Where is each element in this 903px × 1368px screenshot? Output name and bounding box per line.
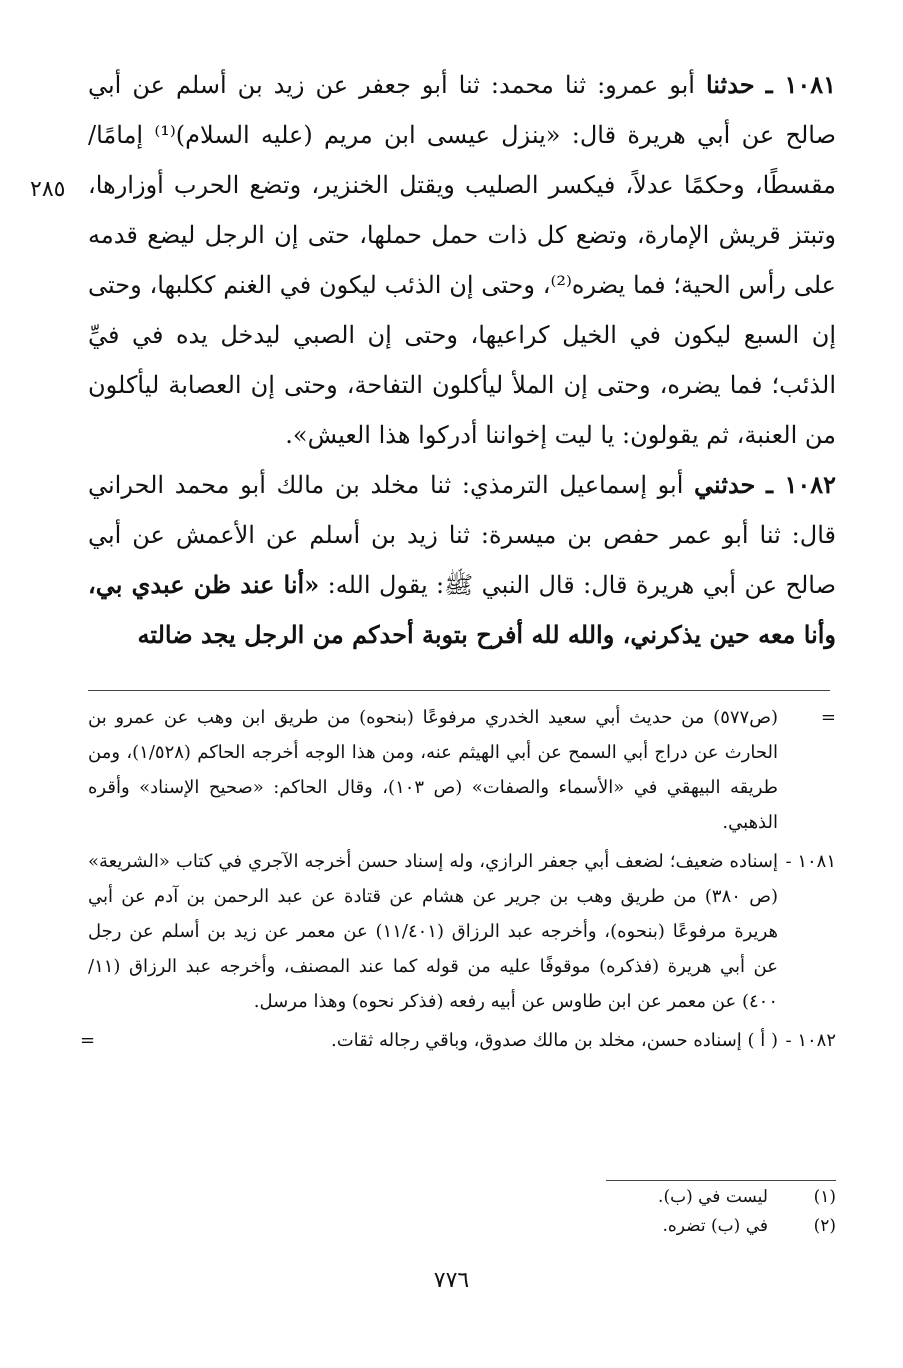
note-ref: =: [820, 707, 836, 728]
note-ref: ١٠٨١ -: [785, 851, 836, 872]
continuation-mark: =: [80, 1030, 96, 1051]
hadith-quote: «أنا عند ظن عبدي بي، وأنا معه حين يذكرني، والله لله أفرح بتوبة أحدكم من الرجل يجد ضالته: [88, 570, 836, 649]
footnote-text: في (ب) تضره.: [662, 1216, 768, 1236]
commentary-note: [88, 844, 836, 1019]
notes-divider: [88, 690, 830, 691]
hadith-text: أبو إسماعيل الترمذي: ثنا مخلد بن مالك أبو محمد الحراني قال: ثنا أبو عمر حفص بن ميسرة: ثنا زيد بن أسلم عن الأعمش عن أبي صالح عن أبي هريرة قال: قال النبي ﷺ: يقول الله:: [88, 471, 836, 599]
commentary-note: [88, 700, 836, 840]
main-text: [88, 60, 836, 660]
hadith-1081: [88, 60, 836, 460]
note-text: ( أ ) إسناده حسن، مخلد بن مالك صدوق، وباقي رجاله ثقات.: [331, 1030, 778, 1051]
manuscript-folio-number: ٢٨٥: [30, 177, 66, 202]
page-number: ٧٧٦: [433, 1268, 470, 1293]
hadith-text: أبو عمرو: ثنا محمد: ثنا أبو جعفر عن زيد بن أسلم عن أبي صالح عن أبي هريرة قال: «ينزل عيسى ابن مريم (عليه السلام)⁽¹⁾ إمامًا/ مقسطًا، وحكمًا عدلاً، فيكسر الصليب ويقتل الخنزير، وتضع الحرب أوزارها، وتبتز قريش الإمارة، وتضع كل ذات حمل حملها، حتى إن الرجل ليضع قدمه على رأس الحية؛ فما يضره⁽²⁾، وحتى إن الذئب ليكون في الغنم ككلبها، وحتى إن السبع ليكون في الخيل كراعيها، وحتى إن الصبي ليدخل يده في فيِّ الذئب؛ فما يضره، وحتى إن الملأ ليأكلون التفاحة، وحتى إن العصابة ليأكلون من العنبة، ثم يقولون: يا ليت إخواننا أدركوا هذا العيش».: [88, 71, 836, 449]
hadith-lead: حدثني: [694, 470, 756, 499]
note-text: إسناده ضعيف؛ لضعف أبي جعفر الرازي، وله إسناد حسن أخرجه الآجري في كتاب «الشريعة» (ص ٣٨٠) من طريق وهب بن جرير عن هشام عن قتادة عن عبد الرحمن بن آدم عن أبي هريرة مرفوعًا (بنحوه)، وأخرجه عبد الرزاق (١١/٤٠١) عن معمر عن زيد بن أسلم عن رجل عن أبي هريرة (فذكره) موقوفًا عليه من قوله كما عند المصنف، وأخرجه عبد الرزاق (١١/ ٤٠٠) عن معمر عن ابن طاوس عن أبيه رفعه (فذكر نحوه) وهذا مرسل.: [88, 851, 778, 1012]
footnote-number: (١): [813, 1187, 836, 1207]
commentary-notes: [80, 700, 836, 1062]
hadith-1082: [88, 460, 836, 660]
footnotes: [436, 1183, 836, 1241]
footnote-text: ليست في (ب).: [658, 1187, 768, 1207]
footnote-number: (٢): [813, 1216, 836, 1236]
footnote: [436, 1183, 836, 1212]
hadith-lead: حدثنا: [705, 70, 755, 99]
note-text: (ص٥٧٧) من حديث أبي سعيد الخدري مرفوعًا (بنحوه) من طريق ابن وهب عن عمرو بن الحارث عن دراج أبي السمح عن أبي الهيثم عنه، ومن هذا الوجه أخرجه الحاكم (١/٥٢٨)، ومن طريقه البيهقي في «الأسماء والصفات» (ص ١٠٣)، وقال الحاكم: «صحيح الإسناد» وأقره الذهبي.: [88, 707, 778, 833]
footnotes-divider: [606, 1180, 836, 1181]
hadith-number: ١٠٨٢ ـ: [766, 470, 836, 499]
note-ref: ١٠٨٢ -: [785, 1030, 836, 1051]
hadith-number: ١٠٨١ ـ: [765, 70, 836, 99]
commentary-note: [80, 1023, 836, 1058]
footnote: [436, 1212, 836, 1241]
